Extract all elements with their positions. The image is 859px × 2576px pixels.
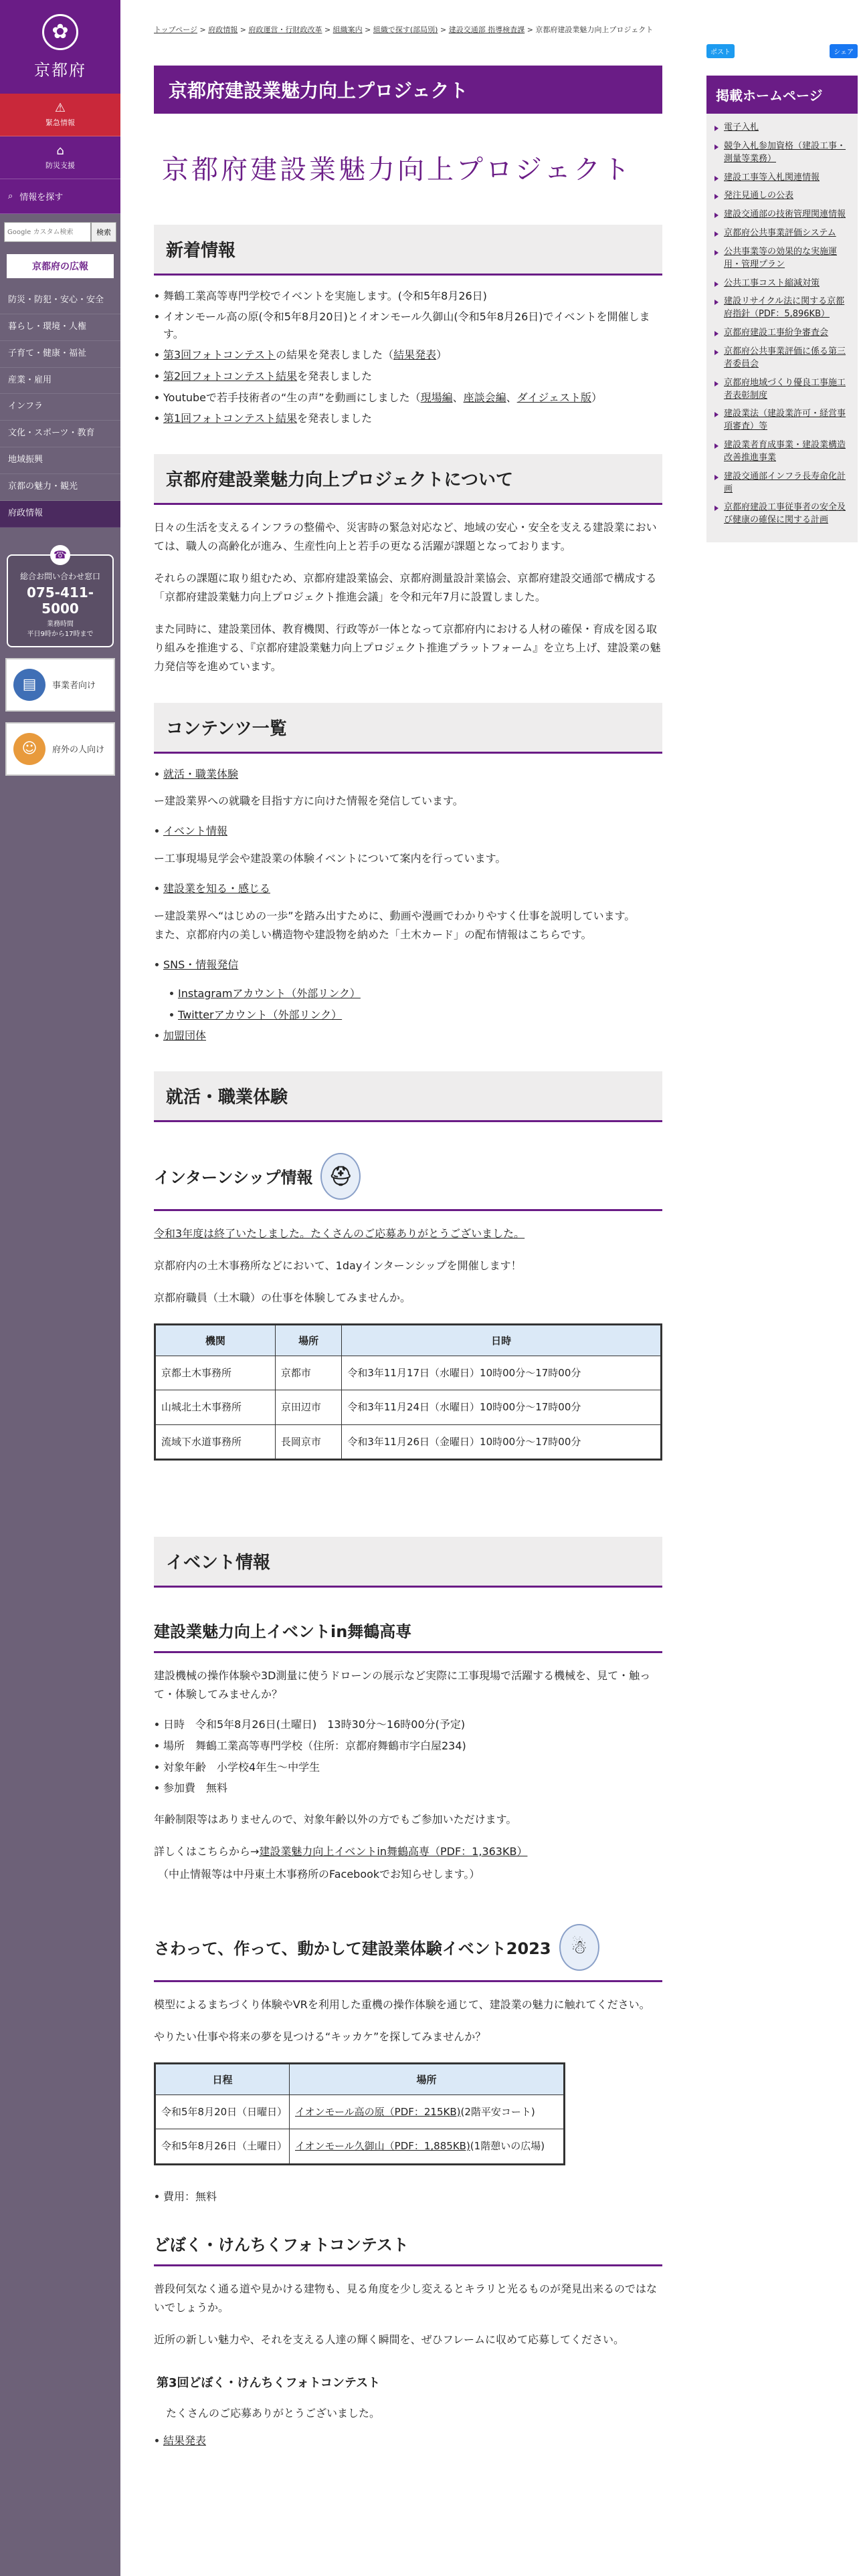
- mascot-icon: ⛑: [320, 1153, 361, 1200]
- news-item: [154, 308, 662, 342]
- news-item: [154, 368, 662, 385]
- news-text: ）: [436, 348, 448, 362]
- related-link[interactable]: 建設交通部の技術管理関連情報: [713, 209, 851, 221]
- venue-detail: (1階憩いの広場): [470, 2140, 545, 2153]
- table-header: 場所: [290, 2064, 564, 2095]
- news-link[interactable]: 第3回フォトコンテスト: [163, 348, 276, 362]
- news-text: イオンモール高の原(令和5年8月20日)とイオンモール久御山(令和5年8月26日)でイベントを開催します。: [163, 310, 650, 340]
- table-row: [156, 1424, 661, 1459]
- outside-button[interactable]: [5, 722, 115, 776]
- intern-table: [155, 1325, 661, 1460]
- maizuru-note: 年齢制限等はありませんので、対象年齢以外の方でもご参加いただけます。: [154, 1812, 517, 1826]
- emergency-label: 緊急情報: [45, 118, 75, 127]
- contents-list: [154, 1027, 662, 1045]
- contents-link-job[interactable]: 就活・職業体験: [163, 767, 239, 780]
- contents-link-sns[interactable]: SNS・情報発信: [163, 958, 239, 971]
- news-text: を発表しました: [297, 412, 373, 425]
- related-link[interactable]: 京都府公共事業評価システム: [713, 227, 851, 240]
- contact-hours-label: 業務時間: [47, 620, 74, 628]
- intern-table-wrap: [154, 1323, 662, 1461]
- table-header: 日時: [342, 1325, 661, 1356]
- side-nav-safety[interactable]: 防災・防犯・安心・安全: [0, 288, 120, 314]
- maizuru-pdf-link[interactable]: 建設業魅力向上イベントin舞鶴高専（PDF：1,363KB）: [259, 1844, 528, 1858]
- related-links-list: [713, 122, 851, 527]
- instagram-link[interactable]: Instagramアカウント（外部リンク）: [178, 987, 361, 1000]
- news-text: 舞鶴工業高等専門学校でイベントを実施します。(令和5年8月26日): [163, 289, 487, 302]
- news-item: [154, 346, 662, 364]
- table-header: 日程: [156, 2064, 290, 2095]
- business-label: 事業者向け: [52, 681, 96, 691]
- table-header-row: [156, 2064, 564, 2095]
- warning-icon: ⚠: [54, 100, 66, 115]
- related-link[interactable]: 建設業者育成事業・建設業構造改善推進事業: [713, 439, 851, 465]
- contents-item: [154, 823, 662, 840]
- related-link[interactable]: 建設交通部インフラ長寿命化計画: [713, 471, 851, 496]
- related-link[interactable]: 京都府公共事業評価に係る第三者委員会: [713, 346, 851, 371]
- related-link[interactable]: 京都府建設工事従事者の安全及び健康の確保に関する計画: [713, 502, 851, 527]
- events-heading: イベント情報: [154, 1537, 662, 1588]
- contents-list: [154, 956, 662, 974]
- intern-heading: [154, 1153, 662, 1211]
- detail-item: 参加費 無料: [154, 1780, 662, 1797]
- photo-list: [154, 2432, 662, 2450]
- photo-sub-heading: 第3回どぼく・けんちくフォトコンテスト: [157, 2376, 381, 2391]
- news-item: [154, 410, 662, 427]
- contents-link-know[interactable]: 建設業を知る・感じる: [163, 881, 271, 895]
- side-nav-living[interactable]: 暮らし・環境・人権: [0, 314, 120, 341]
- related-link[interactable]: 競争入札参加資格（建設工事・測量等業務）: [713, 140, 851, 166]
- about-heading: 京都府建設業魅力向上プロジェクトについて: [154, 454, 662, 505]
- related-link[interactable]: 電子入札: [713, 122, 851, 134]
- photo-result-link[interactable]: 結果発表: [163, 2434, 207, 2448]
- side-nav-culture[interactable]: 文化・スポーツ・教育: [0, 421, 120, 447]
- site-search: [0, 214, 120, 250]
- about-paragraph: それらの課題に取り組むため、京都府建設業協会、京都府測量設計業協会、京都府建設交通部で構成する「京都府建設業魅力向上プロジェクト推進会議」を令和元年7月に設置しました。: [154, 571, 657, 603]
- side-nav-government[interactable]: 府政情報: [0, 501, 120, 528]
- intern-notice: 令和3年度は終了いたしました。たくさんのご応募ありがとうございました。: [154, 1226, 525, 1240]
- breadcrumb-dept[interactable]: 組織で探す(部局別): [373, 25, 438, 34]
- related-link[interactable]: 京都府地域づくり優良工事施工者表彰制度: [713, 377, 851, 403]
- breadcrumb-admin[interactable]: 府政運営・行財政改革: [248, 25, 322, 34]
- side-nav-industry[interactable]: 産業・雇用: [0, 368, 120, 395]
- table-row: [156, 1390, 661, 1425]
- about-paragraph: 日々の生活を支えるインフラの整備や、災害時の緊急対応など、地域の安心・安全を支える建設業においては、職人の高齢化が進み、生産性向上と若手の更なる活躍が課題となっております。: [154, 520, 657, 552]
- maizuru-heading: 建設業魅力向上イベントin舞鶴高専: [154, 1618, 662, 1653]
- search-info-button[interactable]: [0, 179, 120, 214]
- venue-detail: (2階平安コート): [460, 2105, 535, 2118]
- project-logo: 京都府建設業魅力向上プロジェクト: [162, 154, 633, 186]
- site-logo[interactable]: [0, 0, 120, 94]
- related-link[interactable]: 建設工事等入札関連情報: [713, 172, 851, 185]
- disaster-support-button[interactable]: [0, 136, 120, 179]
- news-list: [154, 288, 662, 427]
- sns-list: [169, 985, 662, 1023]
- search-input[interactable]: [4, 222, 91, 242]
- news-separator: 、: [506, 391, 517, 404]
- detail-item: 場所 舞鶴工業高等専門学校（住所：京都府舞鶴市字白屋234): [154, 1737, 662, 1755]
- table-cell: 令和3年11月24日（水曜日）10時00分～17時00分: [342, 1390, 661, 1425]
- related-links: [706, 114, 858, 542]
- news-link[interactable]: 現場編: [420, 391, 453, 404]
- venue-link[interactable]: イオンモール高の原（PDF：215KB): [295, 2105, 461, 2118]
- related-link[interactable]: 公共工事コスト縮減対策: [713, 278, 851, 290]
- related-link[interactable]: 京都府建設工事紛争審査会: [713, 327, 851, 340]
- disaster-icon: ⌂: [56, 143, 64, 158]
- contents-desc: また、京都府内の美しい構造物や建設物を納めた「土木カード」の配布情報はこちらです。: [154, 928, 592, 941]
- breadcrumb-gov[interactable]: 府政情報: [208, 25, 238, 34]
- news-separator: 、: [452, 391, 464, 404]
- contents-item: [154, 766, 662, 783]
- social-buttons: [706, 44, 858, 58]
- related-link[interactable]: 建設業法（建設業許可・経営事項審査）等: [713, 408, 851, 433]
- detail-item: 日時 令和5年8月26日(土曜日) 13時30分～16時00分(予定): [154, 1716, 662, 1733]
- table-header: 機関: [156, 1325, 276, 1356]
- table-cell: 令和5年8月20日（日曜日）: [156, 2095, 290, 2129]
- contact-box: [7, 548, 114, 647]
- experience-heading-text: さわって、作って、動かして建設業体験イベント2023: [154, 1939, 551, 1959]
- news-link[interactable]: ダイジェスト版: [516, 391, 592, 404]
- maizuru-note2: （中止情報等は中丹東土木事務所のFacebookでお知らせします。）: [158, 1867, 480, 1881]
- facebook-share-button[interactable]: シェア: [830, 44, 858, 58]
- photo-text: 近所の新しい魅力や、それを支える人達の輝く瞬間を、ぜひフレームに収めて応募してください。: [154, 2333, 625, 2347]
- page-title: 京都府建設業魅力向上プロジェクト: [154, 66, 662, 114]
- contents-item: [154, 880, 662, 897]
- photo-item: [154, 2432, 662, 2450]
- table-row: [156, 2129, 564, 2164]
- photo-heading: どぼく・けんちくフォトコンテスト: [154, 2232, 662, 2266]
- photo-text: 普段何気なく通る道や見かける建物も、見る角度を少し変えるとキラリと光るものが発見出来るのではないでしょうか。: [154, 2282, 658, 2315]
- breadcrumb-current: 京都府建設業魅力向上プロジェクト: [535, 25, 654, 34]
- fee-item: 費用：無料: [154, 2188, 662, 2206]
- main-content: [154, 0, 662, 2454]
- breadcrumb-section[interactable]: 建設交通部 指導検査課: [448, 25, 525, 34]
- contents-list: [154, 823, 662, 840]
- breadcrumb: トップページ > 府政情報 > 府政運営・行財政改革 > 組織案内 > 組織で探す(部局別) > 建設交通部 指導検査課 > 京都府建設業魅力向上プロジェクト: [154, 25, 654, 34]
- table-cell: 流域下水道事務所: [156, 1424, 276, 1459]
- related-link[interactable]: 建設リサイクル法に関する京都府指針（PDF：5,896KB）: [713, 296, 851, 321]
- job-heading: 就活・職業体験: [154, 1071, 662, 1122]
- table-cell: 京田辺市: [275, 1390, 341, 1425]
- maizuru-more: [154, 1842, 662, 1861]
- side-nav: [0, 288, 120, 528]
- table-cell: 山城北土木事務所: [156, 1390, 276, 1425]
- venue-link[interactable]: イオンモール久御山（PDF：1,885KB): [295, 2140, 470, 2153]
- twitter-link[interactable]: Twitterアカウント（外部リンク）: [178, 1008, 343, 1021]
- news-heading: 新着情報: [154, 225, 662, 276]
- related-link[interactable]: 発注見通しの公表: [713, 190, 851, 203]
- side-nav-region[interactable]: 地域振興: [0, 447, 120, 474]
- contents-link-members[interactable]: 加盟団体: [163, 1029, 207, 1043]
- news-text: の結果を発表しました（: [276, 348, 394, 362]
- table-row: [156, 1356, 661, 1390]
- contact-title: 総合お問い合わせ窓口: [19, 571, 100, 581]
- side-nav-tourism[interactable]: 京都の魅力・観光: [0, 474, 120, 501]
- side-nav-childcare[interactable]: 子育て・健康・福祉: [0, 341, 120, 368]
- related-links-heading: 掲載ホームページ: [706, 76, 858, 114]
- contents-item: [154, 1027, 662, 1045]
- table-cell: [290, 2129, 564, 2164]
- maizuru-more-prefix: 詳しくはこちらから→: [154, 1844, 260, 1858]
- maizuru-intro: 建設機械の操作体験や3D測量に使うドローンの展示など実際に工事現場で活躍する機械を、見て・触って・体験してみませんか？: [154, 1669, 651, 1701]
- news-link[interactable]: 第2回フォトコンテスト結果: [163, 369, 298, 383]
- emergency-button[interactable]: [0, 94, 120, 136]
- breadcrumb-top[interactable]: トップページ: [154, 25, 198, 34]
- experience-text: 模型によるまちづくり体験やVRを利用した重機の操作体験を通じて、建設業の魅力に触れてください。: [154, 1998, 650, 2011]
- table-header: 場所: [275, 1325, 341, 1356]
- news-text: ）: [591, 391, 603, 404]
- table-cell: 令和3年11月26日（金曜日）10時00分～17時00分: [342, 1424, 661, 1459]
- news-text: Youtubeで若手技術者の“生の声”を動画にしました（: [163, 391, 421, 404]
- table-row: [156, 2095, 564, 2129]
- news-text: を発表しました: [297, 369, 373, 383]
- disaster-label: 防災支援: [45, 160, 75, 170]
- contact-number[interactable]: 075-411-5000: [26, 584, 94, 617]
- kyoto-emblem-icon: ✿: [42, 14, 78, 50]
- about-paragraph: また同時に、建設業団体、教育機関、行政等が一体となって京都府内における人材の確保・育成を図る取り組みを推進する、『京都府建設業魅力向上プロジェクト推進プラットフォーム』を立ち上げ、建設業の魅力発信等を進めています。: [154, 622, 661, 673]
- news-link[interactable]: 座談会編: [463, 391, 506, 404]
- news-item: [154, 288, 662, 305]
- people-icon: ☺: [13, 733, 45, 765]
- breadcrumb-org[interactable]: 組織案内: [332, 25, 363, 34]
- contents-list: [154, 766, 662, 783]
- table-cell: 令和3年11月17日（水曜日）10時00分～17時00分: [342, 1356, 661, 1390]
- detail-item: 対象年齢 小学校4年生～中学生: [154, 1759, 662, 1776]
- news-link[interactable]: 第1回フォトコンテスト結果: [163, 412, 298, 425]
- tweet-button[interactable]: ポスト: [706, 44, 735, 58]
- sns-item: [169, 1006, 662, 1024]
- table-cell: 長岡京市: [275, 1424, 341, 1459]
- experience-table: [155, 2064, 564, 2164]
- contents-item: [154, 956, 662, 974]
- search-button[interactable]: 検索: [91, 222, 116, 242]
- experience-heading: [154, 1924, 662, 1982]
- mascot-icon: ☃: [559, 1924, 599, 1971]
- phone-icon: ☎: [50, 545, 70, 565]
- contents-link-event[interactable]: イベント情報: [163, 825, 228, 838]
- outside-label: 府外の人向け: [52, 745, 105, 756]
- building-icon: ▤: [13, 669, 45, 701]
- maizuru-details: [154, 1716, 662, 1796]
- table-cell: 京都市: [275, 1356, 341, 1390]
- contents-desc: ー建設業界への就職を目指す方に向けた情報を発信しています。: [154, 794, 464, 808]
- search-icon: ⌕: [8, 191, 13, 201]
- table-cell: 令和5年8月26日（土曜日）: [156, 2129, 290, 2164]
- news-link[interactable]: 結果発表: [393, 348, 437, 362]
- right-column: [706, 44, 858, 542]
- intern-text: 京都府職員（土木職）の仕事を体験してみませんか。: [154, 1291, 411, 1304]
- news-item: [154, 389, 662, 407]
- experience-text: やりたい仕事や将来の夢を見つける“キッカケ”を探してみませんか？: [154, 2030, 486, 2043]
- contents-list: [154, 880, 662, 897]
- sns-item: [169, 985, 662, 1002]
- intern-heading-text: インターンシップ情報: [154, 1168, 313, 1188]
- side-nav-infra[interactable]: インフラ: [0, 394, 120, 421]
- photo-thanks: たくさんのご応募ありがとうございました。: [166, 2407, 381, 2420]
- pr-link[interactable]: 京都府の広報: [7, 254, 114, 278]
- contents-desc: ー工事現場見学会や建設業の体験イベントについて案内を行っています。: [154, 851, 506, 865]
- related-link[interactable]: 公共事業等の効果的な実施運用・管理プラン: [713, 246, 851, 272]
- left-sidebar: [0, 0, 120, 2576]
- business-button[interactable]: [5, 658, 115, 712]
- experience-table-wrap: [154, 2062, 565, 2165]
- site-logo-text: 京都府: [34, 60, 86, 80]
- table-cell: 京都土木事務所: [156, 1356, 276, 1390]
- table-cell: [290, 2095, 564, 2129]
- contents-desc: ー建設業界へ“はじめの一歩”を踏み出すために、動画や漫画でわかりやすく仕事を説明しています。: [154, 909, 636, 922]
- intern-text: 京都府内の土木事務所などにおいて、1dayインターンシップを開催します！: [154, 1259, 522, 1272]
- fee-list: [154, 2188, 662, 2206]
- contact-hours: 平日9時から17時まで: [27, 630, 94, 638]
- contents-heading: コンテンツ一覧: [154, 703, 662, 754]
- table-header-row: [156, 1325, 661, 1356]
- search-info-label: 情報を探す: [19, 193, 64, 203]
